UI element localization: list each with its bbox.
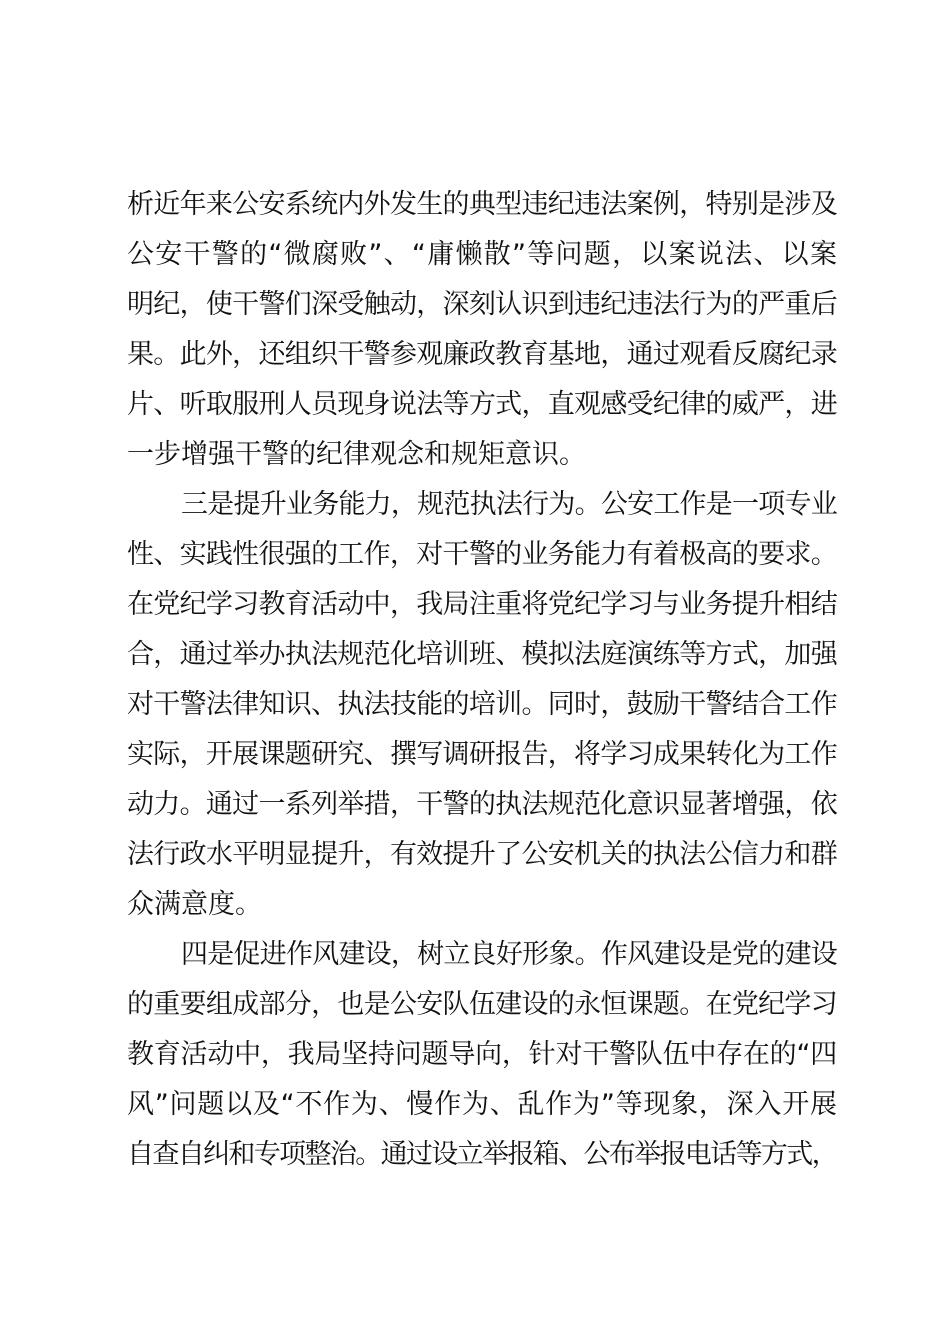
text-line: 实际，开展课题研究、撰写调研报告，将学习成果转化为工作 bbox=[127, 739, 837, 770]
text-line: 性、实践性很强的工作，对干警的业务能力有着极高的要求。 bbox=[127, 539, 837, 570]
paragraph-business-ability bbox=[127, 480, 837, 930]
text-line: 公安干警的“微腐败”、“庸懒散”等问题，以案说法、以案 bbox=[127, 239, 839, 270]
text-line: 教育活动中，我局坚持问题导向，针对干警队伍中存在的“四 bbox=[127, 1039, 837, 1070]
text-line: 片、听取服刑人员现身说法等方式，直观感受纪律的威严，进 bbox=[127, 389, 837, 420]
text-line: 四是促进作风建设，树立良好形象。作风建设是党的建设 bbox=[181, 939, 837, 970]
text-line: 对干警法律知识、执法技能的培训。同时，鼓励干警结合工作 bbox=[127, 689, 837, 720]
paragraph-case-study bbox=[127, 180, 837, 480]
text-line: 一步增强干警的纪律观念和规矩意识。 bbox=[127, 439, 586, 470]
text-line: 风”问题以及“不作为、慢作为、乱作为”等现象，深入开展 bbox=[127, 1089, 838, 1120]
text-line: 法行政水平明显提升，有效提升了公安机关的执法公信力和群 bbox=[127, 839, 837, 870]
paragraph-work-style bbox=[127, 930, 837, 1180]
text-line: 的重要组成部分，也是公安队伍建设的永恒课题。在党纪学习 bbox=[127, 989, 837, 1020]
document-body bbox=[127, 180, 837, 1180]
text-line: 果。此外，还组织干警参观廉政教育基地，通过观看反腐纪录 bbox=[127, 339, 837, 370]
text-line: 合，通过举办执法规范化培训班、模拟法庭演练等方式，加强 bbox=[127, 639, 837, 670]
text-line: 三是提升业务能力，规范执法行为。公安工作是一项专业 bbox=[181, 489, 837, 520]
text-line: 自查自纠和专项整治。通过设立举报箱、公布举报电话等方式， bbox=[127, 1139, 837, 1170]
text-line: 众满意度。 bbox=[127, 889, 262, 920]
text-line: 析近年来公安系统内外发生的典型违纪违法案例，特别是涉及 bbox=[127, 189, 837, 220]
text-line: 在党纪学习教育活动中，我局注重将党纪学习与业务提升相结 bbox=[127, 589, 837, 620]
text-line: 明纪，使干警们深受触动，深刻认识到违纪违法行为的严重后 bbox=[127, 289, 837, 320]
text-line: 动力。通过一系列举措，干警的执法规范化意识显著增强，依 bbox=[127, 789, 837, 820]
